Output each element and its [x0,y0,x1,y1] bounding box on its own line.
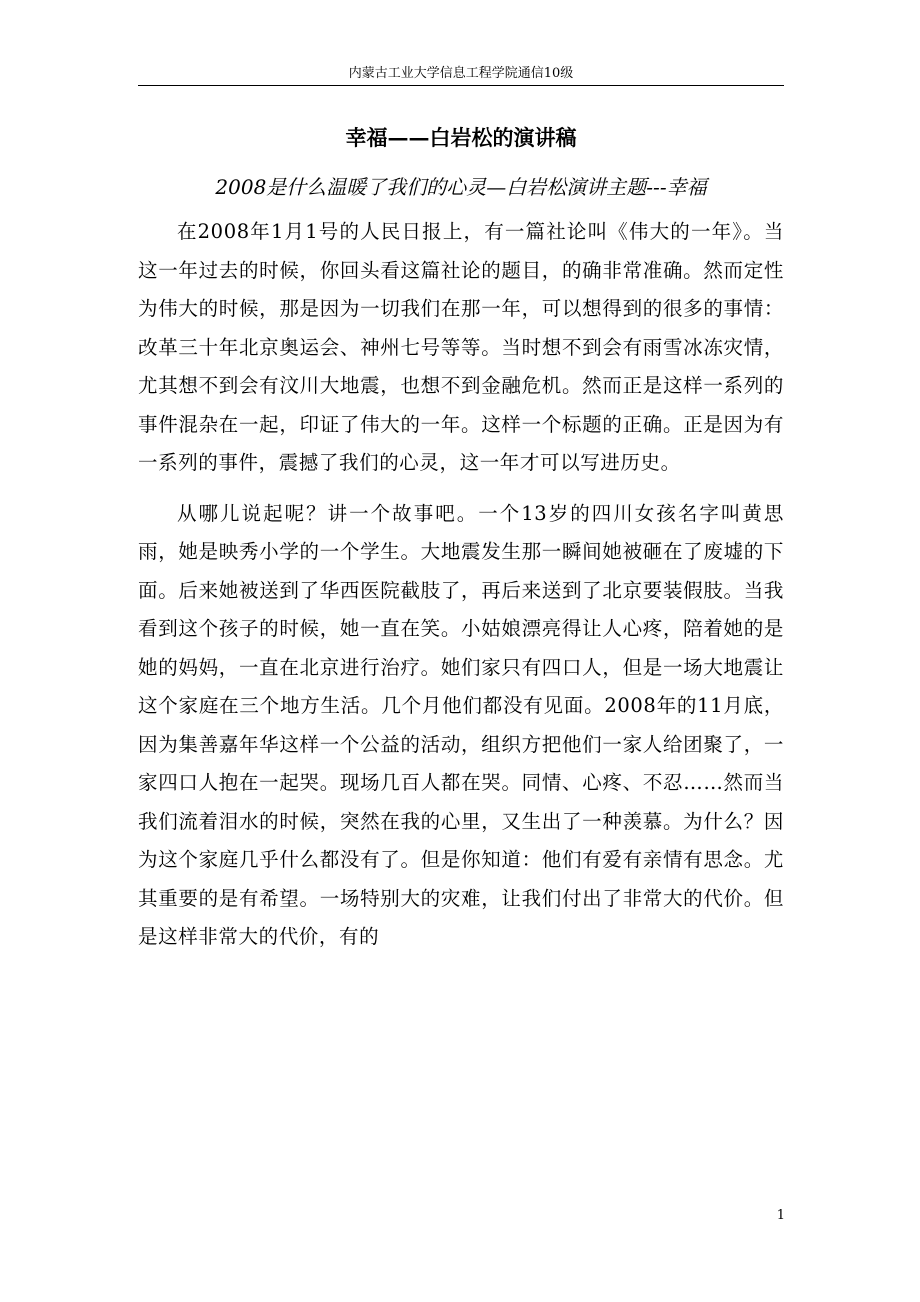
paragraph-2: 从哪儿说起呢？讲一个故事吧。一个13岁的四川女孩名字叫黄思雨，她是映秀小学的一个学生。大地震发生那一瞬间她被砸在了废墟的下面。后来她被送到了华西医院截肢了，再后来送到了北京要装假肢。当我看到这个孩子的时候，她一直在笑。小姑娘漂亮得让人心疼，陪着她的是她的妈妈，一直在北京进行治疗。她们家只有四口人，但是一场大地震让这个家庭在三个地方生活。几个月他们都没有见面。2008年的11月底，因为集善嘉年华这样一个公益的活动，组织方把他们一家人给团聚了，一家四口人抱在一起哭。现场几百人都在哭。同情、心疼、不忍……然而当我们流着泪水的时候，突然在我的心里，又生出了一种羡慕。为什么？因为这个家庭几乎什么都没有了。但是你知道：他们有爱有亲情有思念。尤其重要的是有希望。一场特别大的灾难，让我们付出了非常大的代价。但是这样非常大的代价，有的 [138,501,784,948]
header-rule [138,85,784,86]
page-number: 1 [776,1208,785,1223]
page-header: 内蒙古工业大学信息工程学院通信10级 [348,66,574,81]
document-body [138,213,784,969]
document-subtitle: 2008是什么温暖了我们的心灵—白岩松演讲主题---幸福 [215,175,707,199]
paragraph-1: 在2008年1月1号的人民日报上，有一篇社论叫《伟大的一年》。当这一年过去的时候，你回头看这篇社论的题目，的确非常准确。然而定性为伟大的时候，那是因为一切我们在那一年，可以想得到的很多的事情：改革三十年北京奥运会、神州七号等等。当时想不到会有雨雪冰冻灾情，尤其想不到会有汶川大地震，也想不到金融危机。然而正是这样一系列的事件混杂在一起，印证了伟大的一年。这样一个标题的正确。正是因为有一系列的事件，震撼了我们的心灵，这一年才可以写进历史。 [138,220,784,474]
document-title: 幸福——白岩松的演讲稿 [345,125,577,150]
